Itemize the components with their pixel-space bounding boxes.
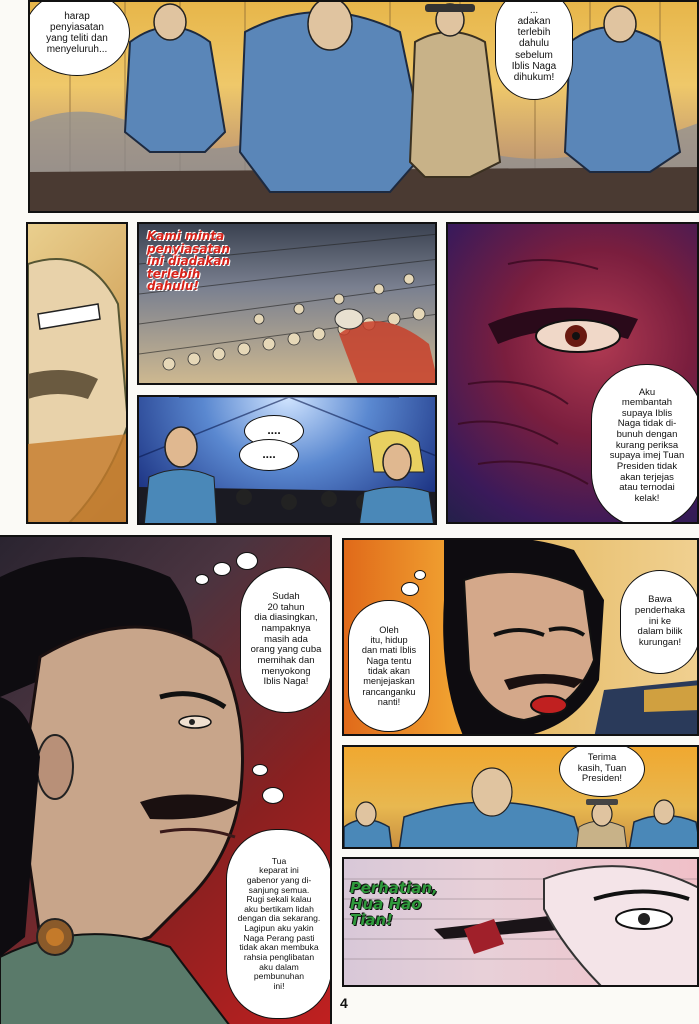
thought-bubble: Sudah 20 tahun dia diasingkan, nampaknya masih ada orang yang cuba memihak dan menyokong Iblis Naga! bbox=[240, 567, 332, 713]
panel-7-villain-order bbox=[342, 538, 699, 736]
shout-sound-effect: Kami minta penyiasatan ini diadakan terlebih dahulu! bbox=[147, 229, 231, 294]
panel-8-art bbox=[344, 747, 699, 849]
thought-bubble: Tua keparat ini gabenor yang di- sanjung semua. Rugi sekali kalau aku bertikam lidah dengan dia sekarang. Lagipun aku yakin Naga Perang pasti tidak akan membuka rahsia penglibatan aku dalam pembunuhan ini! bbox=[226, 829, 332, 1019]
panel-1-art bbox=[30, 2, 699, 213]
thought-dot bbox=[236, 552, 258, 570]
speech-bubble: Terima kasih, Tuan Presiden! bbox=[559, 745, 645, 797]
speech-bubble: .... bbox=[239, 439, 299, 471]
panel-1-kneeling-prisoners bbox=[28, 0, 699, 213]
speech-bubble: harap penyiasatan yang teliti dan menyeluruh... bbox=[28, 0, 130, 76]
panel-8-prisoners-thanks bbox=[342, 745, 699, 849]
panel-9-sword-attention bbox=[342, 857, 699, 987]
panel-6-villain-profile bbox=[0, 535, 332, 1024]
speech-bubble: ... adakan terlebih dahulu sebelum Iblis Naga dihukum! bbox=[495, 0, 573, 100]
panel-3-crowd bbox=[137, 222, 437, 385]
panel-4-eye-closeup bbox=[446, 222, 699, 524]
thought-bubble: Oleh itu, hidup dan mati Iblis Naga tentu tidak akan menjejaskan rancanganku nanti! bbox=[348, 600, 430, 732]
page-number: 4 bbox=[340, 995, 348, 1011]
speech-bubble: Bawa penderhaka ini ke dalam bilik kurungan! bbox=[620, 570, 699, 674]
thought-dot bbox=[262, 787, 284, 804]
shout-sound-effect: Perhatian, Hua Hao Tian! bbox=[350, 879, 438, 929]
thought-dot bbox=[252, 764, 268, 776]
panel-5-standoff bbox=[137, 395, 437, 525]
thought-dot bbox=[195, 574, 209, 585]
thought-dot bbox=[414, 570, 426, 580]
panel-2-old-man-closeup bbox=[26, 222, 128, 524]
speech-bubble: .... bbox=[244, 415, 304, 447]
thought-dot bbox=[401, 582, 419, 596]
thought-dot bbox=[213, 562, 231, 576]
speech-bubble: Aku membantah supaya Iblis Naga tidak di- bunuh dengan kurang periksa supaya imej Tuan Presiden tidak akan terjejas atau ternodai kelak! bbox=[591, 364, 699, 524]
panel-2-art bbox=[28, 224, 128, 524]
